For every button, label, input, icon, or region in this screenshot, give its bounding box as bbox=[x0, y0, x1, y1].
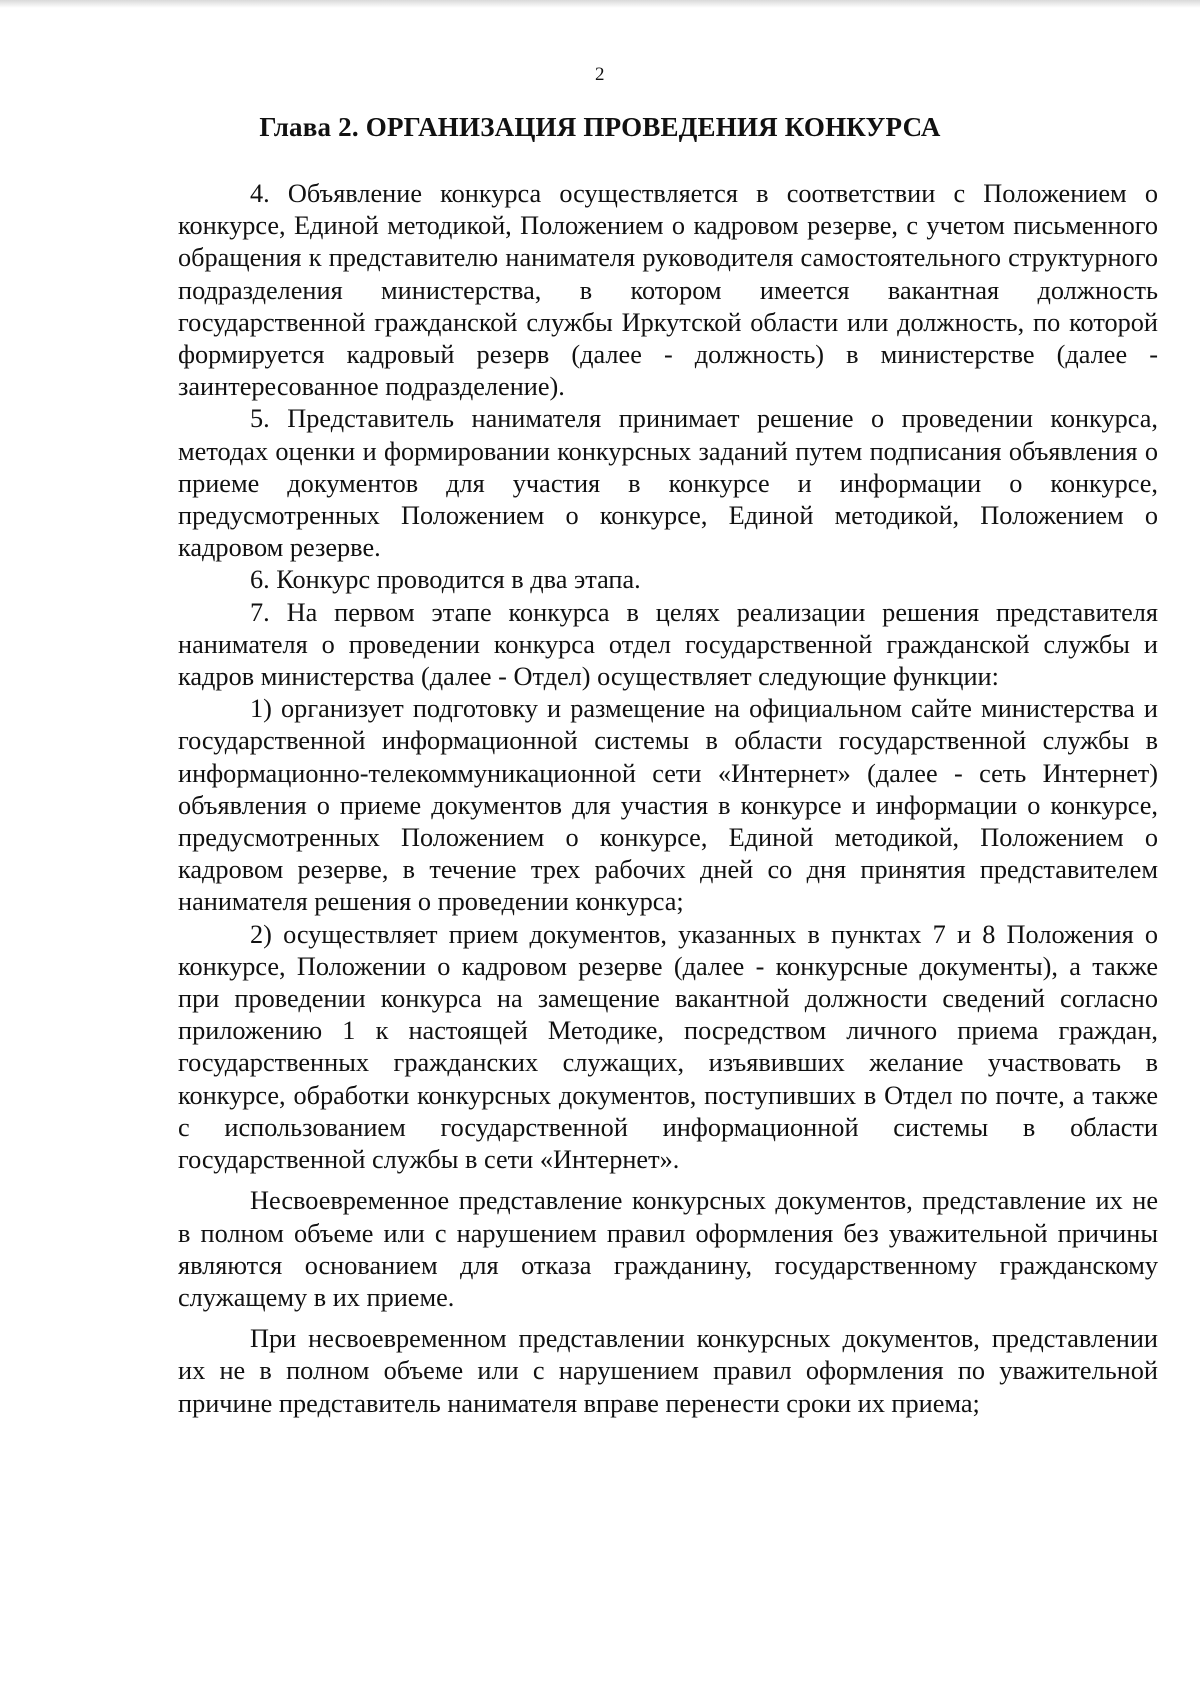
paragraph-deadline-extension: При несвоевременном представлении конкурсных документов, представлении их не в полном объеме или с нарушением правил оформления по уважительной причине представитель нанимателя вправе перенести сроки их приема; bbox=[178, 1324, 1158, 1418]
subparagraph-1-publication: 1) организует подготовку и размещение на официальном сайте министерства и государственной информационной системы в области государственной службы в информационно-телекоммуникационной сети «Интернет» (далее - сеть Интернет) объявления о приеме документов для участия в конкурсе и информации о конкурсе, предусмотренных Положением о конкурсе, Единой методикой, Положением о кадровом резерве, в течение трех рабочих дней со дня принятия представителем нанимателя решения о проведении конкурса; bbox=[178, 694, 1158, 917]
paragraph-6-stages: 6. Конкурс проводится в два этапа. bbox=[250, 565, 641, 595]
chapter-title: Глава 2. ОРГАНИЗАЦИЯ ПРОВЕДЕНИЯ КОНКУРСА bbox=[259, 112, 941, 142]
document-body bbox=[178, 178, 1158, 1420]
page-number: 2 bbox=[595, 64, 605, 85]
paragraph-5-decision: 5. Представитель нанимателя принимает решение о проведении конкурса, методах оценки и формировании конкурсных заданий путем подписания объявления о приеме документов для участия в конкурсе и информации о конкурсе, предусмотренных Положением о конкурсе, Единой методикой, Положением о кадровом резерве. bbox=[178, 404, 1158, 563]
paragraph-4-announcement: 4. Объявление конкурса осуществляется в соответствии с Положением о конкурсе, Единой методикой, Положением о кадровом резерве, с учетом письменного обращения к представителю нанимателя руководителя самостоятельного структурного подразделения министерства, в котором имеется вакантная должность государственной гражданской службы Иркутской области или должность, по которой формируется кадровый резерв (далее - должность) в министерстве (далее - заинтересованное подразделение). bbox=[178, 179, 1158, 402]
paragraph-7-first-stage: 7. На первом этапе конкурса в целях реализации решения представителя нанимателя о проведении конкурса отдел государственной гражданской службы и кадров министерства (далее - Отдел) осуществляет следующие функции: bbox=[178, 597, 1158, 692]
subparagraph-2-document-intake: 2) осуществляет прием документов, указанных в пунктах 7 и 8 Положения о конкурсе, Положении о кадровом резерве (далее - конкурсные документы), а также при проведении конкурса на замещение вакантной должности сведений согласно приложению 1 к настоящей Методике, посредством личного приема граждан, государственных гражданских служащих, изъявивших желание участвовать в конкурсе, обработки конкурсных документов, поступивших в Отдел по почте, а также с использованием государственной информационной системы в области государственной службы в сети «Интернет». bbox=[178, 919, 1158, 1175]
scan-top-edge bbox=[0, 0, 1200, 8]
paragraph-refusal-grounds: Несвоевременное представление конкурсных документов, представление их не в полном объеме или с нарушением правил оформления без уважительной причины являются основанием для отказа гражданину, государственному гражданскому служащему в их приеме. bbox=[178, 1186, 1158, 1312]
